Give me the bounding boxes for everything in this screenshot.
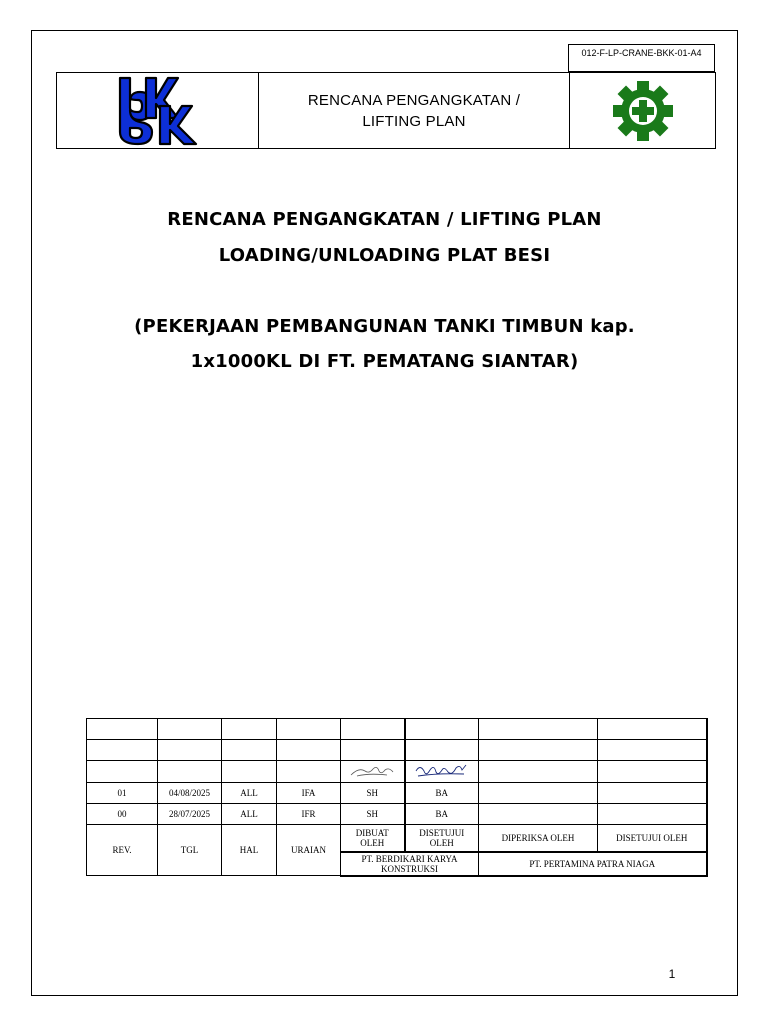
page-number: 1	[668, 967, 676, 981]
company-owner: PT. PERTAMINA PATRA NIAGA	[479, 852, 707, 876]
signature-disetujui	[405, 761, 479, 783]
company-contractor: PT. BERDIKARI KARYA KONSTRUKSI	[341, 852, 479, 876]
signature-dibuat	[341, 761, 405, 783]
header-title-line2: LIFTING PLAN	[362, 112, 466, 130]
logo-cell	[57, 73, 259, 148]
title-line-4: 1x1000KL DI FT. PEMATANG SIANTAR)	[190, 351, 579, 372]
header-hal: HAL	[222, 825, 277, 876]
header-row	[87, 825, 707, 852]
title-line-1: RENCANA PENGANGKATAN / LIFTING PLAN	[167, 209, 602, 230]
signature-row	[87, 761, 707, 783]
signature-ba-icon	[414, 762, 470, 780]
header-disetujui: DISETUJUI OLEH	[405, 825, 479, 852]
header-title-cell	[259, 73, 570, 148]
header-title-line1: RENCANA PENGANGKATAN /	[307, 91, 521, 109]
emblem-cell	[570, 73, 715, 148]
table-row: 01 04/08/2025 ALL IFA SH BA	[87, 783, 707, 804]
safety-gear-cross-icon	[610, 81, 676, 141]
title-line-2: LOADING/UNLOADING PLAT BESI	[218, 245, 551, 266]
document-code: 012-F-LP-CRANE-BKK-01-A4	[568, 44, 715, 72]
header-tgl: TGL	[158, 825, 222, 876]
header-disetujui2: DISETUJUI OLEH	[598, 825, 707, 852]
table-row: 00 28/07/2025 ALL IFR SH BA	[87, 804, 707, 825]
header-dibuat: DIBUAT OLEH	[341, 825, 405, 852]
revision-table	[86, 718, 708, 877]
header-diperiksa: DIPERIKSA OLEH	[479, 825, 598, 852]
bkk-logo-icon	[116, 76, 200, 146]
header-rev: REV.	[87, 825, 158, 876]
title-line-3: (PEKERJAAN PEMBANGUNAN TANKI TIMBUN kap.	[134, 316, 635, 337]
empty-row	[87, 740, 707, 761]
empty-row	[87, 719, 707, 740]
header-table	[56, 72, 716, 149]
signature-sh-icon	[349, 763, 395, 779]
header-uraian: URAIAN	[277, 825, 341, 876]
